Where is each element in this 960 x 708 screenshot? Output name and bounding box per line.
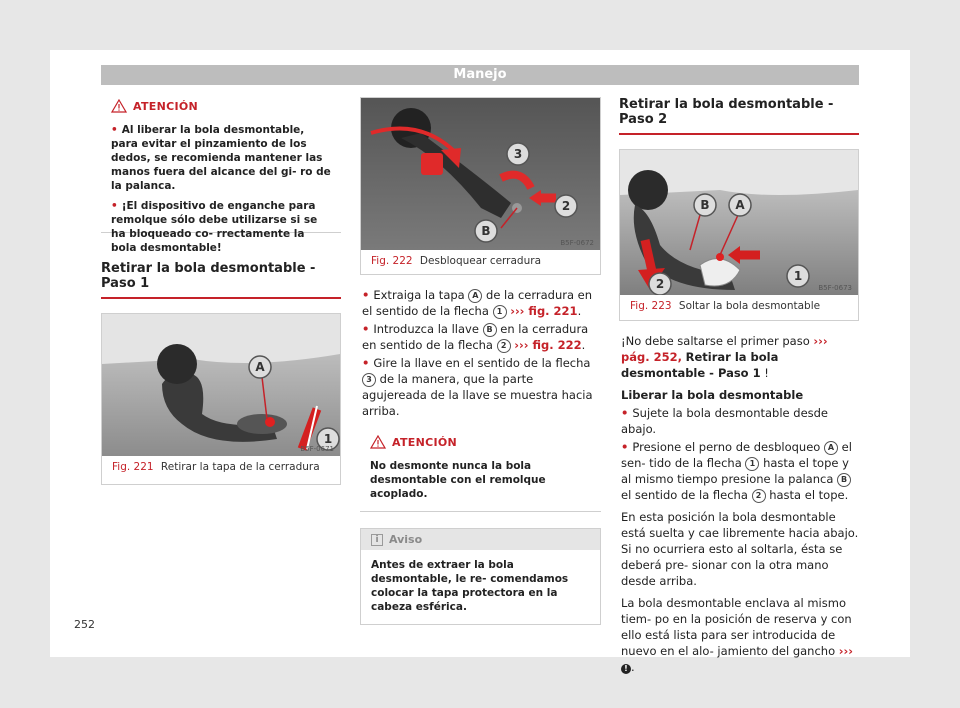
figure-link[interactable]: ››› fig. 222	[514, 338, 582, 352]
paragraph: La bola desmontable enclava al mismo tiem- po en la posición de reserva y con ello está lista para ser introducida de nuevo en el alo- jamiento del gancho ››› ! .	[621, 596, 853, 674]
note-body: Antes de extraer la bola desmontable, le re- comendamos colocar la tapa protectora en la cabeza esférica.	[371, 559, 569, 613]
label-3: 3	[513, 147, 523, 161]
warning-item: • Al liberar la bola desmontable, para evitar el pinzamiento de los dedos, se recomienda mantener las manos fuera del alcance del gi- ro de la palanca.	[111, 124, 331, 192]
callout-2: 2	[497, 339, 511, 353]
callout-b: B	[837, 473, 851, 487]
warning-link[interactable]: ›››	[838, 644, 853, 658]
column-right	[619, 97, 859, 677]
label-2: 2	[561, 199, 571, 213]
warning-icon	[370, 435, 386, 449]
subheading: Liberar la bola desmontable	[621, 388, 804, 402]
figure-image	[102, 314, 340, 456]
bullet-item: • Presione el perno de desbloqueo A el sen- tido de la flecha 1 hasta el tope y al mismo tiempo presione la palanca B el sentido de la flecha 2 hasta el tope.	[621, 440, 852, 502]
header-bar	[101, 65, 859, 85]
figure-223	[619, 149, 859, 321]
figure-link[interactable]: ››› fig. 221	[510, 304, 578, 318]
step-item: • Extraiga la tapa A de la cerradura en el sentido de la flecha 1 ››› fig. 221.	[362, 288, 593, 318]
page-link[interactable]: ››› pág. 252,	[621, 334, 828, 364]
figure-222	[360, 97, 601, 275]
note-box	[360, 528, 601, 625]
section-title: Retirar la bola desmontable - Paso 2	[619, 97, 859, 135]
body-text	[619, 333, 859, 675]
figure-caption-text: Retirar la tapa de la cerradura	[160, 461, 320, 473]
warning-header	[360, 433, 601, 453]
warning-box	[101, 97, 341, 254]
steps	[360, 287, 601, 419]
warning-label: ATENCIÓN	[133, 99, 199, 113]
step-item: • Gire la llave en el sentido de la flecha 3 de la manera, que la parte agujereada de la llave se muestra hacia arriba.	[362, 356, 593, 418]
warning-box	[360, 433, 601, 512]
figure-code: B5F-0673	[818, 284, 852, 292]
callout-b: B	[483, 323, 497, 337]
column-middle	[360, 97, 601, 625]
column-left	[101, 97, 341, 485]
figure-caption	[361, 250, 600, 274]
label-a: A	[255, 360, 265, 374]
warning-symbol-icon: !	[621, 664, 631, 674]
step-item: • Introduzca la llave B en la cerradura en sentido de la flecha 2 ››› fig. 222.	[362, 322, 589, 352]
warning-body: No desmonte nunca la bola desmontable con el remolque acoplado.	[370, 460, 546, 500]
callout-a: A	[824, 441, 838, 455]
figure-caption-text: Desbloquear cerradura	[419, 255, 541, 267]
figure-221	[101, 313, 341, 485]
callout-a: A	[468, 289, 482, 303]
figure-caption	[620, 295, 858, 319]
label-b: B	[481, 224, 491, 238]
callout-3: 3	[362, 373, 376, 387]
towbar-illustration	[102, 314, 340, 456]
figure-code: B5F-0671	[300, 445, 334, 453]
paragraph: En esta posición la bola desmontable está suelta y cae libremente hacia abajo. Si no ocurriera esto al soltarla, ésta se deberá pre- sionar con la otra mano desde arriba.	[621, 510, 859, 588]
release-illustration	[620, 150, 858, 295]
figure-number: Fig. 222	[371, 255, 413, 267]
figure-code: B5F-0672	[560, 239, 594, 247]
bullet-item: • Sujete la bola desmontable desde abajo.	[621, 406, 829, 436]
label-b: B	[700, 198, 710, 212]
figure-caption	[102, 456, 340, 480]
warning-icon	[111, 99, 127, 113]
section-title: Retirar la bola desmontable - Paso 1	[101, 261, 341, 299]
note-label: Aviso	[389, 533, 423, 546]
intro-paragraph: ¡No debe saltarse el primer paso ››› pág. 252, Retirar la bola desmontable - Paso 1 !	[621, 334, 828, 380]
callout-2: 2	[752, 489, 766, 503]
lock-illustration	[361, 98, 600, 250]
info-icon: i	[371, 534, 383, 546]
warning-label: ATENCIÓN	[392, 435, 458, 449]
page-number: 252	[74, 618, 95, 631]
figure-number: Fig. 221	[112, 461, 154, 473]
header-title: Manejo	[453, 67, 507, 82]
callout-1: 1	[745, 457, 759, 471]
label-2: 2	[655, 277, 665, 291]
figure-caption-text: Soltar la bola desmontable	[678, 300, 821, 312]
warning-header	[101, 97, 341, 117]
callout-1: 1	[493, 305, 507, 319]
label-1: 1	[793, 269, 803, 283]
label-a: A	[735, 198, 745, 212]
figure-image	[620, 150, 858, 295]
figure-image	[361, 98, 600, 250]
note-header	[361, 529, 600, 550]
warning-item: • ¡El dispositivo de enganche para remolque sólo debe utilizarse si se ha bloqueado co- rrectamente la bola desmontable!	[111, 200, 318, 254]
figure-number: Fig. 223	[630, 300, 672, 312]
label-1: 1	[323, 432, 333, 446]
